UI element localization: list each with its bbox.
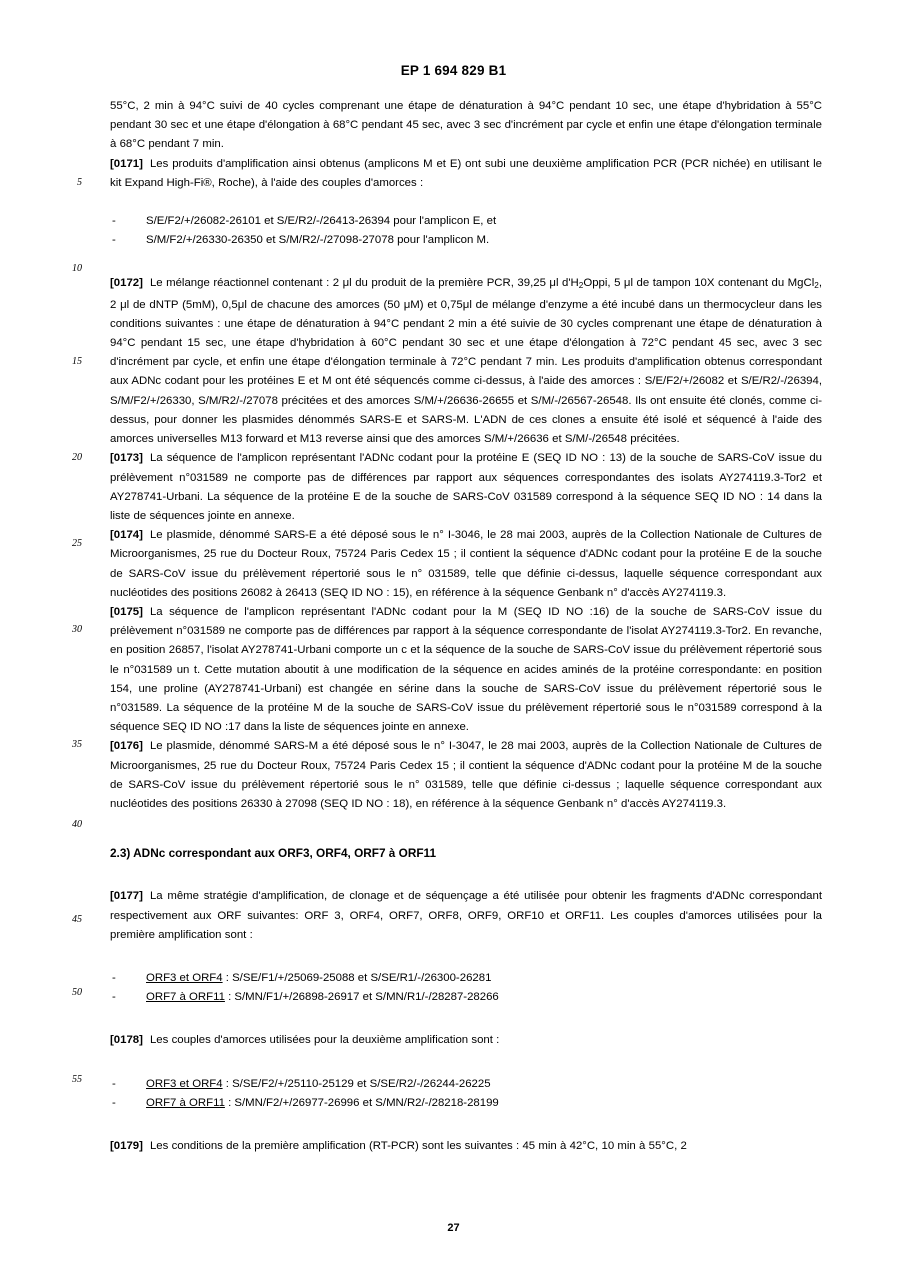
spacer <box>110 1113 822 1137</box>
second-amplification-list <box>110 1075 822 1113</box>
paragraph-text-part2: Oppi, 5 μl de tampon 10X contenant du MgCl <box>583 277 815 290</box>
spacer <box>110 814 822 844</box>
dash-bullet: - <box>112 215 116 228</box>
orf-label: ORF3 et ORF4 <box>146 971 223 984</box>
subscript-two: 2 <box>578 281 584 291</box>
paragraph-0172 <box>110 274 822 449</box>
intro-paragraph: 55°C, 2 min à 94°C suivi de 40 cycles comprenant une étape de dénaturation à 94°C pendant 10 sec, une étape d'hybridation à 55°C pendant 30 sec et une étape d'élongation à 68°C pendant 45 sec, avec 3 sec d'incrément par cycle et enfin une étape d'élongation terminale à 68°C pendant 7 min. <box>110 100 822 151</box>
footer-page-number: 27 <box>447 1222 460 1234</box>
paragraph-text: Les produits d'amplification ainsi obtenus (amplicons M et E) ont subi une deuxième amplification PCR (PCR nichée) en utilisant le kit Expand High-Fi®, Roche), à l'aide des couples d'amorces : <box>110 157 822 189</box>
line-number: 55 <box>72 1074 82 1085</box>
line-number-gutter <box>0 0 100 1280</box>
line-number: 25 <box>72 538 82 549</box>
paragraph-0178 <box>110 1031 822 1050</box>
paragraph-number: [0175] <box>110 605 143 618</box>
paragraph-text: Les couples d'amorces utilisées pour la deuxième amplification sont : <box>149 1034 500 1047</box>
paragraph-0177 <box>110 887 822 945</box>
line-number: 40 <box>72 819 82 830</box>
section-heading-2-3: 2.3) ADNc correspondant aux ORF3, ORF4, ORF7 à ORF11 <box>110 846 437 861</box>
subscript-two: 2 <box>814 281 819 291</box>
dash-bullet: - <box>112 1077 116 1090</box>
paragraph-text: Les conditions de la première amplification (RT-PCR) sont les suivantes : 45 min à 42°C, 10 min à 55°C, 2 <box>149 1139 687 1152</box>
spacer <box>110 1051 822 1075</box>
list-item <box>110 1075 822 1094</box>
spacer <box>110 1007 822 1031</box>
dash-bullet: - <box>112 234 116 247</box>
spacer <box>110 250 822 274</box>
paragraph-text: La séquence de l'amplicon représentant l'ADNc codant pour la M (SEQ ID NO :16) de la souche de SARS-CoV issue du prélèvement n°031589 ne comporte pas de différences par rapport à la séquence correspondante de l'isolat AY274119.3-Tor2. En revanche, en position 26857, l'isolat AY278741-Urbani comporte un c et la séquence de la souche de SARS-CoV issue du prélèvement répertorié sous le n°031589 un t. Cette mutation aboutit à une modification de la séquence en acides aminés de la protéine correspondante: en position 154, une proline (AY278741-Urbani) est changée en sérine dans la souche de SARS-CoV issue du prélèvement répertorié sous le n°031589. La séquence de la protéine M de la souche de SARS-CoV issue du prélèvement répertorié sous le n°031589 correspond à la séquence SEQ ID NO :17 dans la liste de séquences jointe en annexe. <box>110 605 822 734</box>
paragraph-number: [0178] <box>110 1034 143 1047</box>
first-amplification-list <box>110 969 822 1007</box>
paragraph-text-part3: , 2 μl de dNTP (5mM), 0,5μl de chacune des amorces (50 μM) et 0,75μl de mélange d'enzyme a été incubé dans un thermocycleur dans les conditions suivantes : une étape de dénaturation à 94°C pendant 2 min a été suivie de 30 cycles comprenant une étape de dénaturation à 94°C pendant 15 sec, une étape d'hybridation à 60°C pendant 30 sec et une étape d'élongation à 72°C pendant 45 sec, avec 3 sec d'incrément par cycle, et enfin une étape d'élongation terminale à 72°C pendant 7 min. Les produits d'amplification obtenus correspondant aux ADNc codant pour les protéines E et M ont été séquencés comme ci-dessus, à l'aide des amorces : S/E/F2/+/26082 et S/E/R2/-/26394, S/M/F2/+/26330, S/M/R2/-/27078 précitées et des amorces S/M/+/26636-26655 et S/M/-/26567-26548. Ils ont ensuite été clonés, comme ci-dessus, pour donner les plasmides dénommés SARS-E et SARS-M. L'ADN de ces clones a ensuite été isolé et séquencé à l'aide des amorces universelles M13 forward et M13 reverse ainsi que des amorces S/M/+/26636 et S/M/-/26548 précitées. <box>110 277 822 446</box>
paragraph-number: [0174] <box>110 529 143 542</box>
paragraph-0171 <box>110 155 822 193</box>
paragraph-0173 <box>110 449 822 526</box>
list-item-text: S/E/F2/+/26082-26101 et S/E/R2/-/26413-26394 pour l'amplicon E, et <box>146 215 497 228</box>
list-item <box>110 988 822 1007</box>
list-item-text: : S/MN/F2/+/26977-26996 et S/MN/R2/-/28218-28199 <box>224 1096 499 1109</box>
paragraph-number: [0176] <box>110 740 143 753</box>
spacer <box>110 945 822 969</box>
line-number: 50 <box>72 987 82 998</box>
paragraph-text: Le plasmide, dénommé SARS-M a été déposé sous le n° I-3047, le 28 mai 2003, auprès de la Collection Nationale de Cultures de Microorganismes, 25 rue du Docteur Roux, 75724 Paris Cedex 15 ; il contient la séquence d'ADNc codant pour la protéine M de la souche de SARS-CoV issue du prélèvement répertorié sous le n° 031589, telle que définie ci-dessus ; laquelle séquence correspondant aux nucléotides des positions 26330 à 27098 (SEQ ID NO : 18), en référence à la séquence Genbank n° d'accès AY274119.3. <box>110 740 822 810</box>
list-item <box>110 212 822 231</box>
spacer <box>110 863 822 887</box>
amorces-list-0171 <box>110 212 822 250</box>
paragraph-text: La séquence de l'amplicon représentant l'ADNc codant pour la protéine E (SEQ ID NO : 13) de la souche de SARS-CoV issue du prélèvement n°031589 ne comporte pas de différences par rapport aux séquences correspondantes des isolats AY274119.3-Tor2 et AY278741-Urbani. La séquence de la protéine E de la souche de SARS-CoV 031589 correspond à la séquence SEQ ID NO : 14 dans la liste de séquences jointe en annexe. <box>110 452 822 522</box>
list-item-text: : S/MN/F1/+/26898-26917 et S/MN/R1/-/28287-28266 <box>224 991 499 1004</box>
document-header-title: EP 1 694 829 B1 <box>400 63 507 78</box>
paragraph-0175 <box>110 603 822 737</box>
orf-label: ORF7 à ORF11 <box>146 1096 225 1109</box>
list-item <box>110 969 822 988</box>
paragraph-text-part1: Le mélange réactionnel contenant : 2 μl du produit de la première PCR, 39,25 μl d'H <box>149 277 579 290</box>
line-number: 20 <box>72 452 82 463</box>
paragraph-number: [0173] <box>110 452 143 465</box>
list-item <box>110 231 822 250</box>
line-number: 45 <box>72 914 82 925</box>
paragraph-text: Le plasmide, dénommé SARS-E a été déposé sous le n° I-3046, le 28 mai 2003, auprès de la Collection Nationale de Cultures de Microorganismes, 25 rue du Docteur Roux, 75724 Paris Cedex 15 ; il contient la séquence d'ADNc codant pour la protéine E de la souche de SARS-CoV issue du prélèvement répertorié sous le n° 031589, telle que définie ci-dessus, laquelle séquence correspondant aux nucléotides des positions 26082 à 26413 (SEQ ID NO : 15), en référence à la séquence Genbank n° d'accès AY274119.3. <box>110 529 822 599</box>
dash-bullet: - <box>112 1096 116 1109</box>
body-text-column <box>110 97 822 1156</box>
list-item-text: : S/SE/F1/+/25069-25088 et S/SE/R1/-/26300-26281 <box>222 971 492 984</box>
list-item-text: : S/SE/F2/+/25110-25129 et S/SE/R2/-/26244-26225 <box>222 1077 491 1090</box>
spacer <box>110 193 822 212</box>
dash-bullet: - <box>112 991 116 1004</box>
paragraph-0176 <box>110 737 822 814</box>
list-item <box>110 1094 822 1113</box>
line-number: 15 <box>72 356 82 367</box>
orf-label: ORF3 et ORF4 <box>146 1077 223 1090</box>
paragraph-number: [0177] <box>110 890 143 903</box>
list-item-text: S/M/F2/+/26330-26350 et S/M/R2/-/27098-27078 pour l'amplicon M. <box>146 234 490 247</box>
paragraph-0174 <box>110 526 822 603</box>
orf-label: ORF7 à ORF11 <box>146 991 225 1004</box>
line-number: 5 <box>77 177 82 188</box>
line-number: 35 <box>72 739 82 750</box>
paragraph-text: La même stratégie d'amplification, de clonage et de séquençage a été utilisée pour obtenir les fragments d'ADNc correspondant respectivement aux ORF suivantes: ORF 3, ORF4, ORF7, ORF8, ORF9, ORF10 et ORF11. Les couples d'amorces utilisées pour la première amplification sont : <box>110 890 822 941</box>
line-number: 30 <box>72 624 82 635</box>
paragraph-number: [0172] <box>110 277 143 290</box>
line-number: 10 <box>72 263 82 274</box>
paragraph-number: [0179] <box>110 1139 143 1152</box>
paragraph-number: [0171] <box>110 157 143 170</box>
paragraph-0179 <box>110 1137 822 1156</box>
dash-bullet: - <box>112 971 116 984</box>
